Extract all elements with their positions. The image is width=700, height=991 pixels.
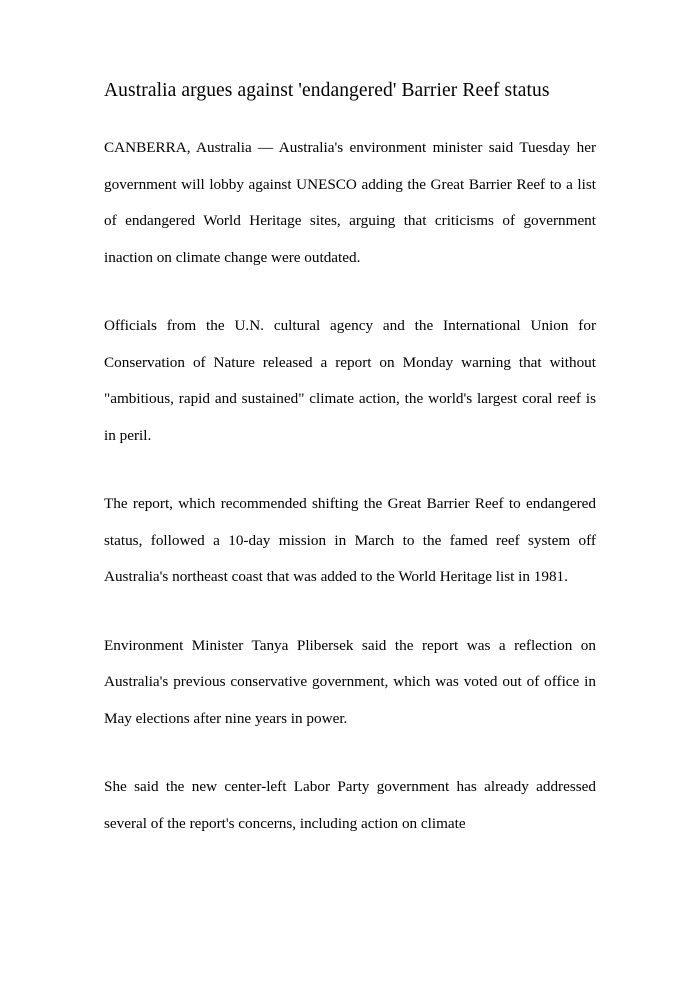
- article-body: [104, 130, 596, 842]
- article-paragraph: CANBERRA, Australia — Australia's environment minister said Tuesday her government will lobby against UNESCO adding the Great Barrier Reef to a list of endangered World Heritage sites, arguing that criticisms of government inaction on climate change were outdated.: [104, 139, 596, 266]
- article-paragraph: Officials from the U.N. cultural agency and the International Union for Conservation of Nature released a report on Monday warning that without "ambitious, rapid and sustained" climate action, the world's largest coral reef is in peril.: [104, 317, 596, 444]
- article-paragraph: Environment Minister Tanya Plibersek said the report was a reflection on Australia's previous conservative government, which was voted out of office in May elections after nine years in power.: [104, 636, 596, 727]
- article-paragraph: She said the new center-left Labor Party government has already addressed several of the report's concerns, including action on climate: [104, 778, 596, 832]
- article-paragraph: The report, which recommended shifting the Great Barrier Reef to endangered status, followed a 10-day mission in March to the famed reef system off Australia's northeast coast that was added to the World Heritage list in 1981.: [104, 495, 596, 586]
- article-title: Australia argues against 'endangered' Barrier Reef status: [104, 80, 550, 101]
